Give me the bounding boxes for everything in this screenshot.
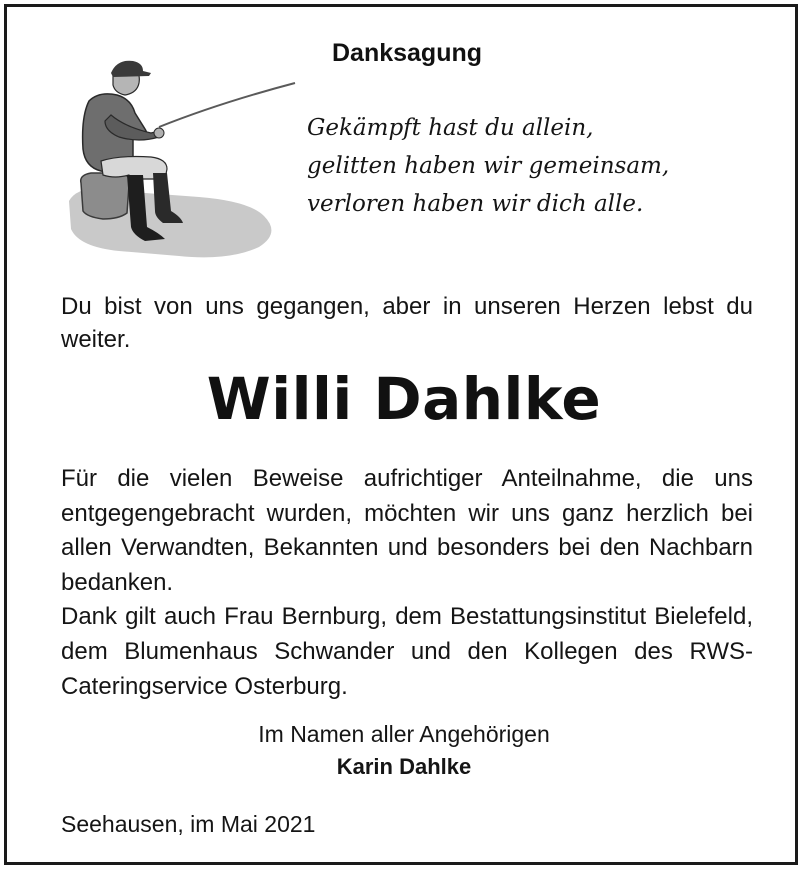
fishing-rod (159, 83, 295, 127)
poem-line: gelitten haben wir gemeinsam, (307, 153, 670, 179)
deceased-name: Willi Dahlke (206, 365, 602, 433)
thanks-paragraph: Für die vielen Beweise aufrichtiger Anteilnahme, die uns entgegengebracht wurden, möchten wir uns ganz herzlich bei allen Verwandten, Bekannten und besonders bei den Nachbarn bedanken. (61, 465, 753, 596)
notice-frame (4, 4, 798, 865)
heading: Danksagung (331, 39, 483, 67)
thanks-paragraph: Dank gilt auch Frau Bernburg, dem Bestattungsinstitut Bielefeld, dem Blumenhaus Schwander und den Kollegen des RWS-Cateringservice Osterburg. (61, 603, 753, 700)
intro-text: Du bist von uns gegangen, aber in unseren Herzen lebst du weiter. (61, 293, 753, 353)
place-date: Seehausen, im Mai 2021 (61, 811, 316, 837)
poem-line: Gekämpft hast du allein, (307, 115, 594, 141)
signoff-line: Im Namen aller Angehörigen (258, 721, 550, 747)
poem-line: verloren haben wir dich alle. (307, 191, 644, 217)
seat-bucket (81, 173, 130, 219)
thanks-body (61, 462, 753, 704)
signer-name: Karin Dahlke (336, 754, 472, 779)
cap (111, 61, 151, 77)
fisherman-illustration (59, 51, 299, 271)
poem (307, 109, 727, 223)
signoff (7, 718, 800, 784)
